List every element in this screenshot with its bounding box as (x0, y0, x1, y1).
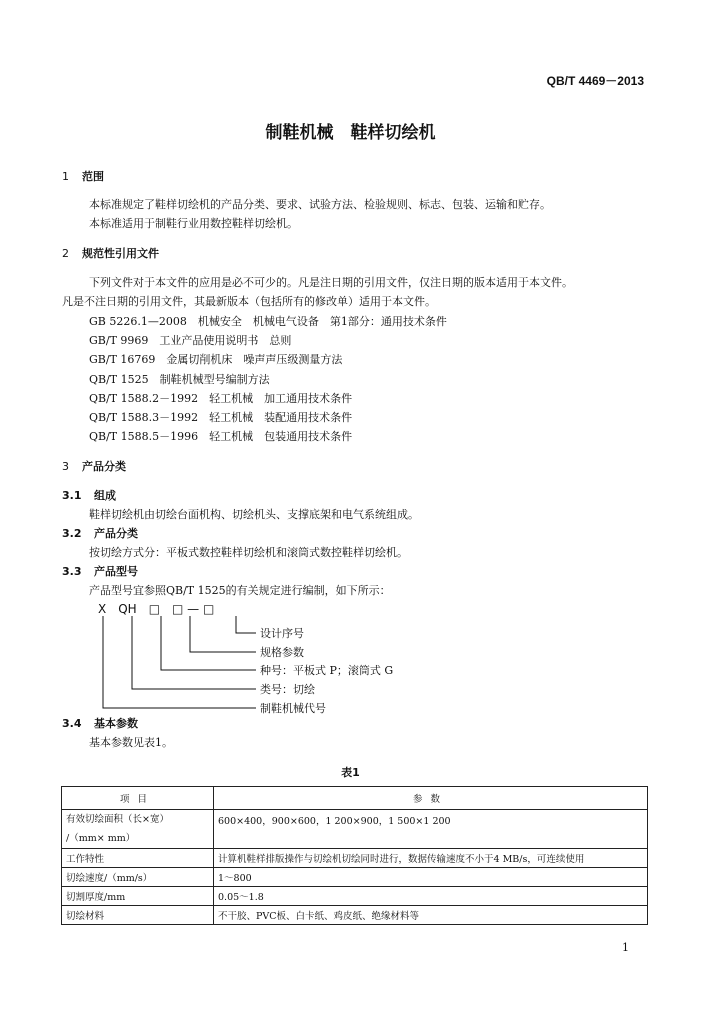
table-cell: 切绘材料 (62, 906, 214, 925)
paragraph: 下列文件对于本文件的应用是必不可少的。凡是注日期的引用文件，仅注日期的版本适用于本文件。 (89, 276, 573, 289)
code-label: 制鞋机械代号 (260, 702, 326, 715)
subsection-title: 产品分类 (94, 527, 138, 540)
table-row (62, 868, 648, 887)
table-cell: 600×400，900×600，1 200×900，1 500×1 200 (214, 810, 648, 849)
column-header: 参数 (214, 787, 648, 810)
code-label: 规格参数 (260, 646, 304, 659)
table-cell: 计算机鞋样排版操作与切绘机切绘同时进行，数据传输速度不小于4 MB/s，可连续使用 (214, 849, 648, 868)
cell-text: /（mm× mm） (66, 833, 136, 844)
table-row (62, 887, 648, 906)
paragraph: 按切绘方式分：平板式数控鞋样切绘机和滚筒式数控鞋样切绘机。 (89, 546, 408, 559)
page-title: 制鞋机械 鞋样切绘机 (265, 123, 436, 143)
reference-item: GB/T 9969 工业产品使用说明书 总则 (89, 334, 292, 347)
reference-item: QB/T 1588.2－1992 轻工机械 加工通用技术条件 (89, 392, 353, 405)
model-code: X QH □ □ — □ (98, 602, 215, 616)
subsection-number: 3.2 (62, 527, 82, 540)
paragraph: 本标准规定了鞋样切绘机的产品分类、要求、试验方法、检验规则、标志、包装、运输和贮存。 (89, 198, 551, 211)
subsection-number: 3.3 (62, 565, 82, 578)
table-cell: 不干胶、PVC板、白卡纸、鸡皮纸、绝缘材料等 (214, 906, 648, 925)
standard-number: QB/T 4469－2013 (546, 74, 644, 88)
reference-item: QB/T 1588.3－1992 轻工机械 装配通用技术条件 (89, 411, 353, 424)
column-header: 项目 (62, 787, 214, 810)
subsection-number: 3.4 (62, 717, 82, 730)
section-number: 1 (62, 170, 69, 183)
subsection-title: 产品型号 (94, 565, 138, 578)
reference-item: QB/T 1525 制鞋机械型号编制方法 (89, 373, 270, 386)
subsection-number: 3.1 (62, 489, 82, 502)
code-label: 种号：平板式 P；滚筒式 G (260, 664, 394, 677)
paragraph: 凡是不注日期的引用文件，其最新版本（包括所有的修改单）适用于本文件。 (62, 295, 436, 308)
section-number: 3 (62, 460, 69, 473)
table-cell: 切割厚度/mm (62, 887, 214, 906)
page-number: 1 (622, 941, 629, 954)
section-title: 规范性引用文件 (82, 247, 159, 260)
section-title: 范围 (82, 170, 104, 183)
section-title: 产品分类 (82, 460, 126, 473)
code-label: 设计序号 (260, 627, 304, 640)
table-cell: 0.05～1.8 (214, 887, 648, 906)
table-cell (62, 810, 214, 849)
table-cell: 工作特性 (62, 849, 214, 868)
reference-item: QB/T 1588.5－1996 轻工机械 包装通用技术条件 (89, 430, 353, 443)
cell-text: 有效切绘面积（长×宽） (66, 814, 169, 825)
reference-item: GB/T 16769 金属切削机床 噪声声压级测量方法 (89, 353, 343, 366)
reference-item: GB 5226.1—2008 机械安全 机械电气设备 第1部分：通用技术条件 (89, 315, 447, 328)
table-row (62, 906, 648, 925)
section-number: 2 (62, 247, 69, 260)
table-cell: 1～800 (214, 868, 648, 887)
subsection-3-4-heading (62, 715, 138, 731)
subsection-title: 组成 (94, 489, 116, 502)
table-row (62, 849, 648, 868)
table-row (62, 810, 648, 849)
parameters-table (61, 786, 648, 925)
table-caption: 表1 (341, 766, 360, 779)
paragraph: 鞋样切绘机由切绘台面机构、切绘机头、支撑底架和电气系统组成。 (89, 508, 419, 521)
code-label: 类号：切绘 (260, 683, 315, 696)
table-header-row (62, 787, 648, 810)
paragraph: 本标准适用于制鞋行业用数控鞋样切绘机。 (89, 217, 298, 230)
paragraph: 基本参数见表1。 (89, 736, 173, 749)
subsection-title: 基本参数 (94, 717, 138, 730)
table-cell: 切绘速度/（mm/s） (62, 868, 214, 887)
paragraph: 产品型号宜参照QB/T 1525的有关规定进行编制，如下所示： (89, 584, 391, 597)
